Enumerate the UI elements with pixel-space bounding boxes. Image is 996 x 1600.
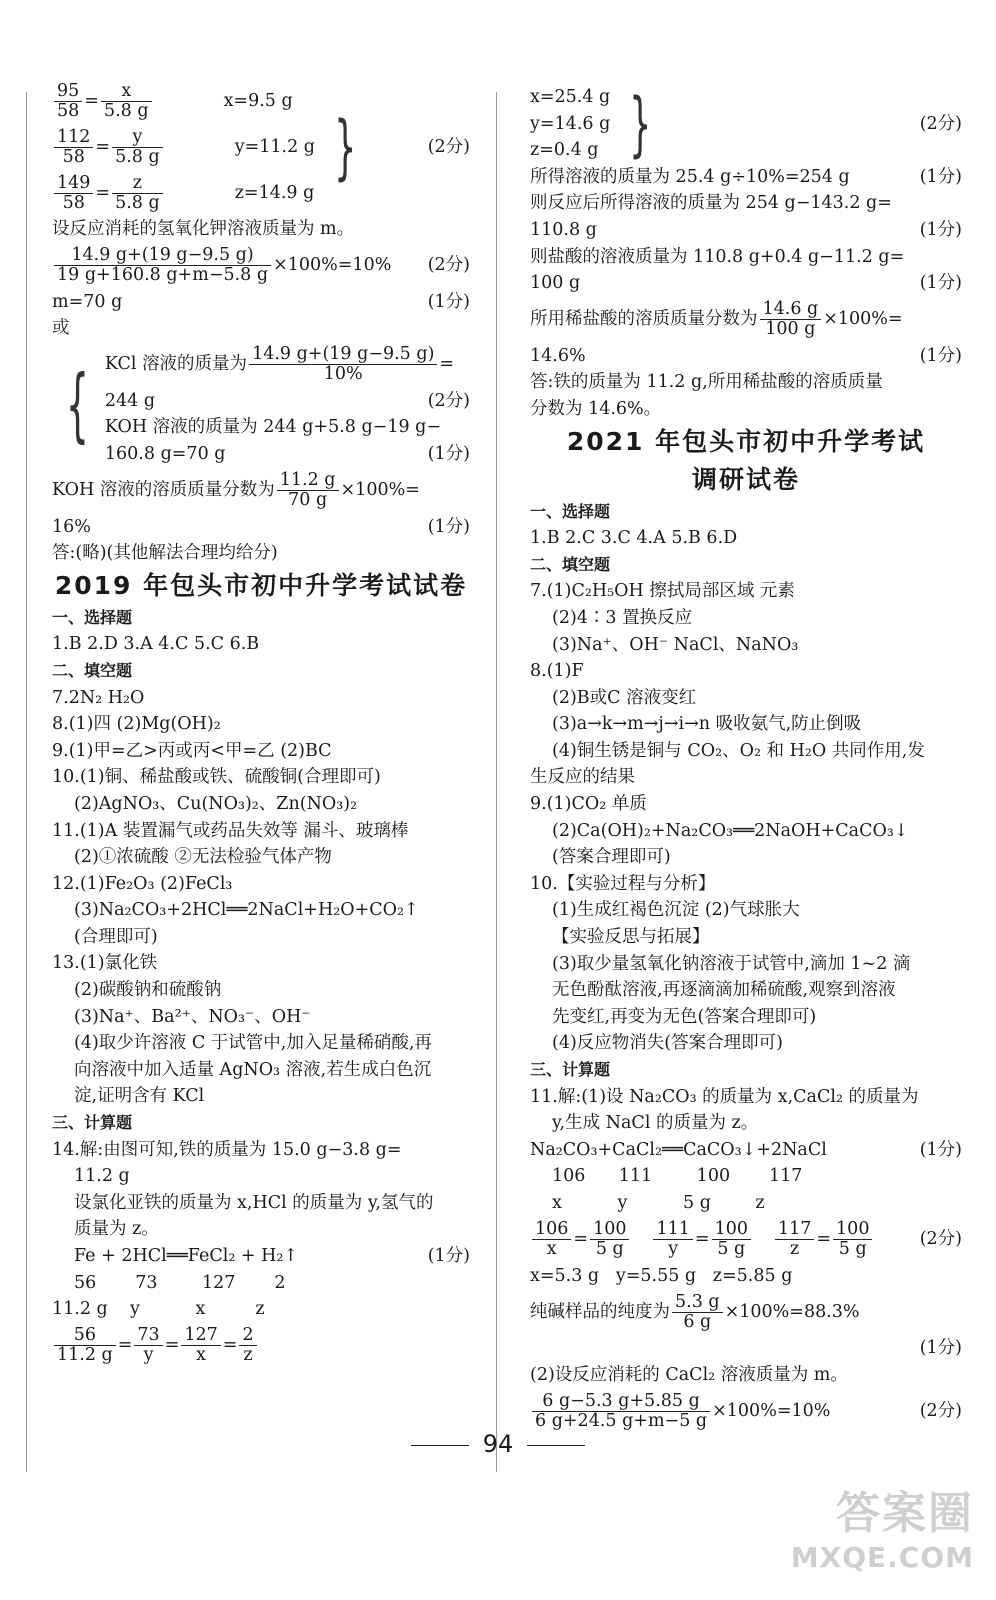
text-line: (2)Ca(OH)₂+Na₂CO₃══2NaOH+CaCO₃↓ <box>552 820 909 841</box>
text-line: 13.(1)氯化铁 <box>52 953 158 974</box>
ratio-row: $\frac{95}{58}$ = $\frac{x}{5.8 g}$ x=9.5 g <box>52 78 315 124</box>
ratio-row: $\frac{149}{58}$ = $\frac{z}{5.8 g}$ z=14.9 g <box>52 170 315 216</box>
column-divider <box>496 92 497 1472</box>
text-line: 10.【实验过程与分析】 <box>530 873 716 894</box>
dash-left <box>411 1445 469 1446</box>
text-line: (3)Na⁺、OH⁻ NaCl、NaNO₃ <box>552 634 799 655</box>
text-line: 设氯化亚铁的质量为 x,HCl 的质量为 y,氢气的 <box>74 1192 434 1213</box>
left-brace-icon: { <box>65 357 89 451</box>
text-line: 12.(1)Fe₂O₃ (2)FeCl₃ <box>52 873 233 894</box>
text-line: (2)AgNO₃、Cu(NO₃)₂、Zn(NO₃)₂ <box>74 793 358 814</box>
text-line: (2)设反应消耗的 CaCl₂ 溶液质量为 m。 <box>530 1364 848 1385</box>
text-line: 1.B 2.C 3.C 4.A 5.B 6.D <box>530 528 738 549</box>
equation-line: KOH 溶液的溶质质量分数为 $\frac{11.2 g}{70 g}$ ×100%= <box>52 470 420 511</box>
section-title-2021-sub: 调研试卷 <box>691 464 800 494</box>
text-line: 14.解:由图可知,铁的质量为 15.0 g−3.8 g= <box>52 1139 402 1160</box>
alternate-block <box>52 342 470 468</box>
text-line: 答:(略)(其他解法合理均给分) <box>52 543 278 564</box>
text-line: 无色酚酞溶液,再逐滴滴加稀硫酸,观察到溶液 <box>552 980 896 1001</box>
text-line: 11.(1)A 装置漏气或药品失效等 漏斗、玻璃棒 <box>52 820 409 841</box>
text-line: 11.2 g y x z <box>52 1299 265 1320</box>
text-line: 8.(1)F <box>530 661 584 682</box>
text-line: (3)Na⁺、Ba²⁺、NO₃⁻、OH⁻ <box>74 1006 311 1027</box>
text-line: 【实验反思与拓展】 <box>552 927 710 948</box>
text-line: (2)B或C 溶液变红 <box>552 687 697 708</box>
text-line: x y 5 g z <box>552 1192 765 1213</box>
text-line: 9.(1)CO₂ 单质 <box>530 794 647 815</box>
equation-line: KCl 溶液的质量为 $\frac{14.9 g+(19 g-9.5 g)}{10\%}$ = <box>104 344 455 385</box>
text-line: 110.8 g (1分) <box>530 219 962 240</box>
text-line: (2)碳酸钠和硫酸钠 <box>74 980 222 1001</box>
text-line: y=14.6 g <box>530 113 611 134</box>
page-number <box>0 1430 996 1458</box>
left-margin-rule <box>26 92 27 1472</box>
text-line: 160.8 g=70 g (1分) <box>104 443 470 464</box>
text-line: y,生成 NaCl 的质量为 z。 <box>552 1113 759 1134</box>
subheading: 二、填空题 <box>530 554 611 574</box>
ratio-row: $\frac{112}{58}$ = $\frac{y}{5.8 g}$ y=11.2 g <box>52 124 315 170</box>
text-line: 10.(1)铜、稀盐酸或铁、硫酸铜(合理即可) <box>52 767 381 788</box>
ratio-block <box>52 78 470 216</box>
text-line: 设反应消耗的氢氧化钾溶液质量为 m。 <box>52 219 355 239</box>
subheading: 三、计算题 <box>52 1113 133 1133</box>
text-line: 7.(1)C₂H₅OH 擦拭局部区域 元素 <box>530 581 795 602</box>
equation-line: $\frac{6 g-5.3 g+5.85 g}{6 g+24.5 g+m-5 g}$ ×100%=10% (2分) <box>530 1388 962 1434</box>
text-line: (2)①浓硫酸 ②无法检验气体产物 <box>74 847 332 868</box>
text-line: 或 <box>52 318 70 339</box>
text-line: (2)4∶3 置换反应 <box>552 607 693 628</box>
ratio-row: $\frac{106}{x}$ = $\frac{100}{5 g}$ $\frac{111}{y}$ = $\frac{100}{5 g}$ $\frac{117}{z}$ = $\frac{100}{5 g}$ (2分) <box>530 1217 962 1263</box>
text-line: 14.6% (1分) <box>530 345 962 366</box>
text-line: (3)a→k→m→j→i→n 吸收氨气,防止倒吸 <box>552 714 862 735</box>
watermark-line1: 答案圈 <box>836 1488 974 1539</box>
text-line: (3)Na₂CO₃+2HCl══2NaCl+H₂O+CO₂↑ <box>74 900 419 921</box>
subheading: 二、填空题 <box>52 660 133 680</box>
text-line: (1)生成红褐色沉淀 (2)气球胀大 <box>552 900 800 921</box>
score: (2分) <box>427 136 470 157</box>
equation-line: 纯碱样品的纯度为 $\frac{5.3 g}{6 g}$ ×100%=88.3% <box>530 1291 860 1332</box>
text-line: x=25.4 g <box>530 87 611 107</box>
text-line: (4)铜生锈是铜与 CO₂、O₂ 和 H₂O 共同作用,发 <box>552 740 925 761</box>
right-brace-icon: } <box>629 82 652 165</box>
dash-right <box>527 1445 585 1446</box>
text-line: 244 g (2分) <box>104 390 470 411</box>
text-line: 质量为 z。 <box>74 1219 159 1240</box>
text-line: 则反应后所得溶液的质量为 254 g−143.2 g= <box>530 193 892 214</box>
section-title-2019: 2019 年包头市初中升学考试试卷 <box>54 570 468 600</box>
text-line: z=0.4 g <box>530 140 599 161</box>
text-line: (1分) <box>919 1338 962 1359</box>
text-line: 先变红,再变为无色(答案合理即可) <box>552 1006 817 1027</box>
text-line: 分数为 14.6%。 <box>530 398 662 419</box>
text-line: 7.2N₂ H₂O <box>52 687 145 708</box>
text-line: 100 g (1分) <box>530 273 962 294</box>
text-line: (4)取少许溶液 C 于试管中,加入足量稀硝酸,再 <box>74 1033 432 1054</box>
left-column <box>52 80 470 1369</box>
result-block <box>530 84 962 164</box>
text-line: x=5.3 g y=5.55 g z=5.85 g <box>530 1265 793 1286</box>
section-title-2021: 2021 年包头市初中升学考试 <box>566 426 926 456</box>
text-line: 则盐酸的溶液质量为 110.8 g+0.4 g−11.2 g= <box>530 246 905 267</box>
text-line: (4)反应物消失(答案合理即可) <box>552 1033 783 1054</box>
watermark-line2: MXQE.COM <box>790 1541 974 1574</box>
chemical-equation: Na₂CO₃+CaCl₂══CaCO₃↓+2NaCl (1分) <box>530 1139 962 1160</box>
text-line: 9.(1)甲=乙>丙或丙<甲=乙 (2)BC <box>52 740 332 761</box>
text-line: 16% (1分) <box>52 516 470 537</box>
score: (2分) <box>919 113 962 134</box>
text-line: 1.B 2.D 3.A 4.C 5.C 6.B <box>52 634 260 655</box>
text-line: 11.解:(1)设 Na₂CO₃ 的质量为 x,CaCl₂ 的质量为 <box>530 1086 919 1107</box>
text-line: (合理即可) <box>74 926 158 947</box>
text-line: m=70 g (1分) <box>52 291 470 312</box>
page-number-text: 94 <box>482 1430 514 1458</box>
text-line: 106 111 100 117 <box>552 1166 803 1187</box>
text-line: (答案合理即可) <box>552 847 671 868</box>
subheading: 一、选择题 <box>530 501 611 521</box>
subheading: 一、选择题 <box>52 607 133 627</box>
equation-line: $\frac{14.9 g+(19 g-9.5 g)}{19 g+160.8 g+m-5.8 g}$ ×100%=10% (2分) <box>52 243 470 289</box>
watermark-logo <box>791 1477 974 1574</box>
text-line: 所得溶液的质量为 25.4 g÷10%=254 g (1分) <box>530 166 962 187</box>
text-line: 向溶液中加入适量 AgNO₃ 溶液,若生成白色沉 <box>74 1059 432 1080</box>
text-line: 淀,证明含有 KCl <box>74 1086 205 1107</box>
ratio-row: $\frac{56}{11.2 g}$ = $\frac{73}{y}$ = $\frac{127}{x}$ = $\frac{2}{z}$ <box>52 1323 470 1369</box>
chemical-equation: Fe + 2HCl══FeCl₂ + H₂↑ (1分) <box>74 1246 470 1266</box>
equation-line: 所用稀盐酸的溶质质量分数为 $\frac{14.6 g}{100 g}$ ×100%= <box>530 299 903 340</box>
text-line: 11.2 g <box>74 1166 130 1187</box>
text-line: KOH 溶液的质量为 244 g+5.8 g−19 g− <box>104 417 442 438</box>
text-line: 56 73 127 2 <box>74 1272 286 1293</box>
subheading: 三、计算题 <box>530 1060 611 1079</box>
text-line: 生反应的结果 <box>530 767 635 788</box>
text-line: 8.(1)四 (2)Mg(OH)₂ <box>52 714 221 735</box>
right-brace-icon: } <box>334 106 357 188</box>
right-column <box>530 82 962 1434</box>
text-line: 答:铁的质量为 11.2 g,所用稀盐酸的溶质质量 <box>530 372 883 393</box>
text-line: (3)取少量氢氧化钠溶液于试管中,滴加 1~2 滴 <box>552 953 911 974</box>
